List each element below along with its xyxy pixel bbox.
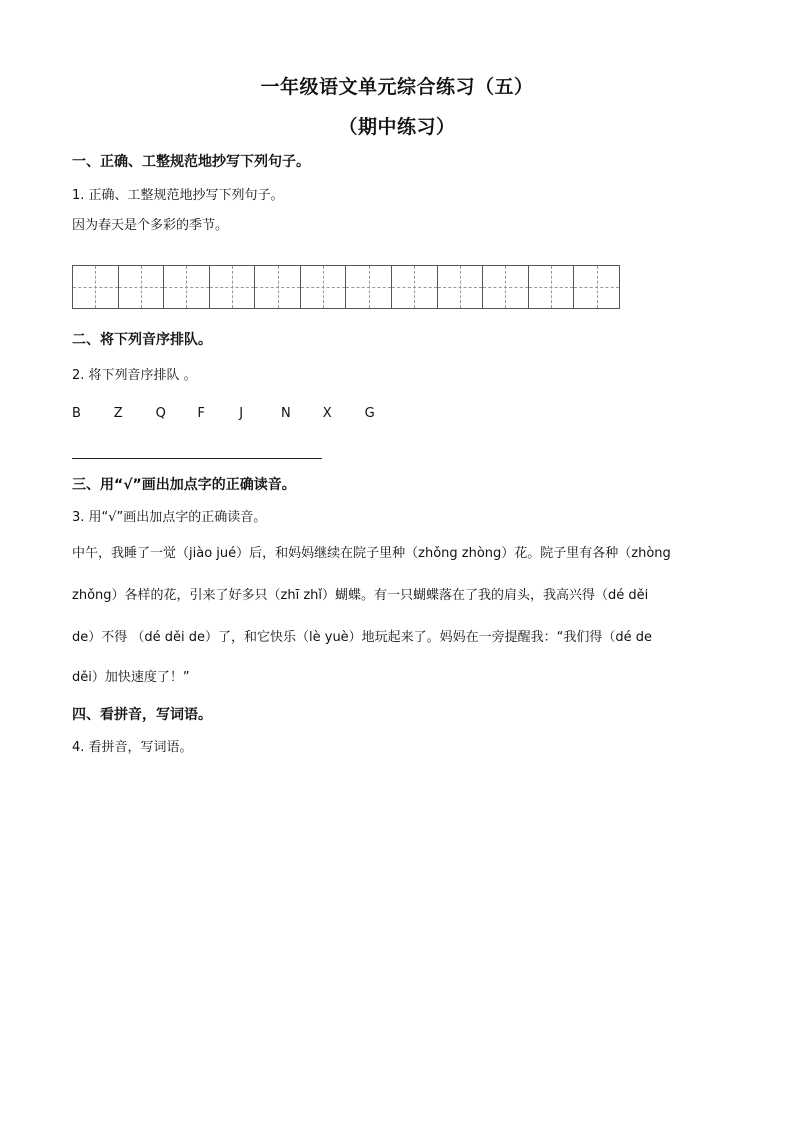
passage-line: děi）加快速度了！” xyxy=(72,670,190,685)
letter-list xyxy=(72,406,406,421)
question-2: 2. 将下列音序排队 。 xyxy=(72,368,197,383)
grid-cell[interactable] xyxy=(301,266,347,308)
passage-line: de）不得 （dé děi de）了，和它快乐（lè yuè）地玩起来了。妈妈在一旁提醒我：“我们得（dé de xyxy=(72,630,653,645)
grid-cell[interactable] xyxy=(119,266,165,308)
grid-cell[interactable] xyxy=(438,266,484,308)
letter-item: X xyxy=(322,406,332,421)
section-3-heading: 三、用“√”画出加点字的正确读音。 xyxy=(72,477,296,493)
grid-cell[interactable] xyxy=(346,266,392,308)
passage-line: 中午，我睡了一觉（jiào jué）后，和妈妈继续在院子里种（zhǒng zhòng）花。院子里有各种（zhòng xyxy=(72,546,671,561)
page-subtitle: （期中练习） xyxy=(338,116,456,138)
letter-item: J xyxy=(239,406,244,421)
letter-item: Q xyxy=(155,406,166,421)
answer-line[interactable] xyxy=(72,458,322,459)
section-4-heading: 四、看拼音，写词语。 xyxy=(72,707,212,723)
writing-grid[interactable] xyxy=(72,265,620,309)
section-2-heading: 二、将下列音序排队。 xyxy=(72,332,212,348)
grid-cell[interactable] xyxy=(210,266,256,308)
grid-cell[interactable] xyxy=(73,266,119,308)
grid-cell[interactable] xyxy=(529,266,575,308)
letter-item: B xyxy=(72,406,81,421)
passage-line: zhǒng）各样的花，引来了好多只（zhī zhǐ）蝴蝶。有一只蝴蝶落在了我的肩头，我高兴得（dé děi xyxy=(72,588,649,603)
section-1-heading: 一、正确、工整规范地抄写下列句子。 xyxy=(72,154,310,170)
grid-cell[interactable] xyxy=(392,266,438,308)
page-title: 一年级语文单元综合练习（五） xyxy=(260,76,534,98)
question-1: 1. 正确、工整规范地抄写下列句子。 xyxy=(72,188,284,203)
grid-cell[interactable] xyxy=(164,266,210,308)
grid-cell[interactable] xyxy=(483,266,529,308)
grid-cell[interactable] xyxy=(574,266,619,308)
copy-sentence: 因为春天是个多彩的季节。 xyxy=(72,218,229,233)
letter-item: G xyxy=(364,406,375,421)
grid-cell[interactable] xyxy=(255,266,301,308)
letter-item: Z xyxy=(113,406,123,421)
letter-item: N xyxy=(280,406,291,421)
letter-item: F xyxy=(197,406,205,421)
question-4: 4. 看拼音，写词语。 xyxy=(72,740,193,755)
question-3: 3. 用“√”画出加点字的正确读音。 xyxy=(72,510,267,525)
